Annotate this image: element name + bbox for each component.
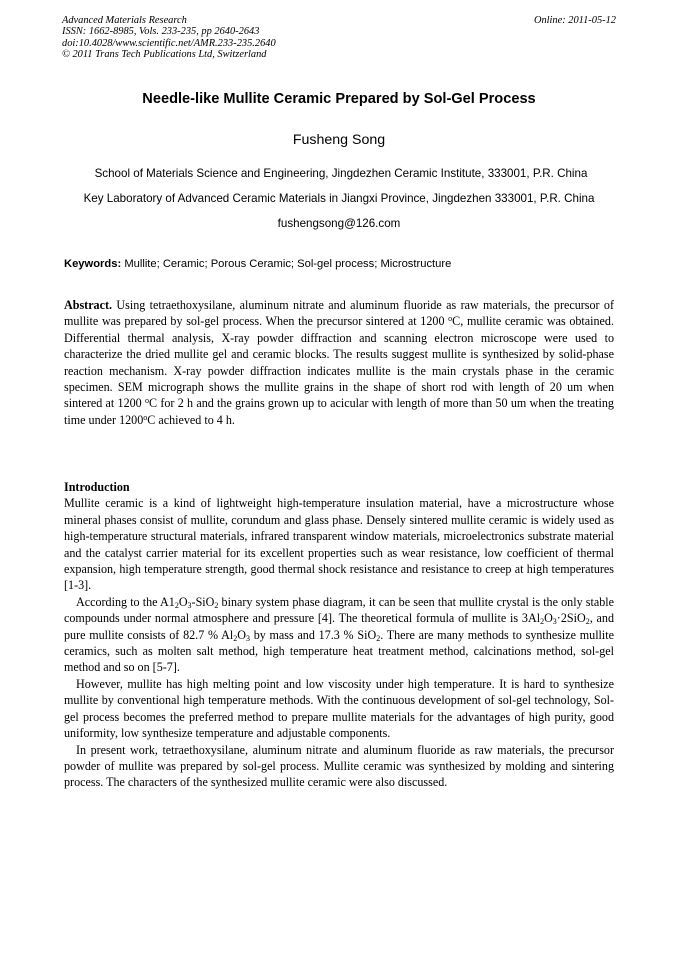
p2-text-h: O: [237, 627, 246, 642]
p2-text-f: ·2SiO: [556, 611, 586, 626]
issn-line: ISSN: 1662-8985, Vols. 233-235, pp 2640-2643: [62, 26, 260, 38]
p2-text-b: O: [178, 594, 188, 609]
intro-paragraph-4: In present work, tetraethoxysilane, aluminum nitrate and aluminum fluoride as raw materials, the precursor powder of mullite was prepared by sol-gel process. Mullite ceramic was synthesized by molding and sintering process. The characters of the synthesized mullite ceramic were also discussed.: [64, 742, 614, 790]
abstract-text-4: C achieved to 4 h.: [147, 412, 235, 427]
p2-text-g: , and pure mullite consists of 82.7 % Al: [64, 611, 614, 642]
p2-sub-9: 2: [376, 633, 381, 643]
degree-sup-3: o: [143, 412, 148, 422]
introduction-heading: Introduction: [64, 480, 130, 494]
intro-paragraph-2: [64, 594, 614, 676]
p2-text-j: . There are many methods to synthesize mullite ceramics, such as molten salt method, high temperature heat treatment method, calcinations method, sol-gel method and so on [5-7].: [64, 627, 615, 675]
p2-sub-6: 2: [585, 617, 590, 627]
copyright-line: © 2011 Trans Tech Publications Ltd, Switzerland: [62, 48, 267, 60]
intro-paragraph-3: However, mullite has high melting point and low viscosity under high temperature. It is hard to synthesize mullite by conventional high temperature methods. With the continuous development of sol-gel technology, Sol-gel process becomes the preferred method to prepare mullite materials for the advantages of high purity, good uniformity, low synthesize temperature and adjustable components.: [64, 676, 614, 741]
p2-text-a: According to the A1: [76, 594, 175, 609]
journal-header: [62, 15, 616, 60]
abstract-label: Abstract.: [64, 298, 113, 312]
author-name: Fusheng Song: [292, 132, 386, 148]
intro-paragraph-1: Mullite ceramic is a kind of lightweight high-temperature insulation material, have a microstructure whose mineral phases consist of mullite, corundum and glass phase. Densely sintered mullite ceramic is widely used as high-temperature structural materials, infrared transparent window materials, microelectronics substrate material and the catalyst carrier material for its excellent properties such as wear resistance, low coefficient of thermal expansion, high temperature strength, good thermal shock resistance and resistance to creep at high temperatures [1-3].: [64, 496, 614, 593]
author-email: fushengsong@126.com: [277, 217, 401, 230]
p2-sub-3: 2: [214, 600, 219, 610]
header-citation: [62, 15, 616, 60]
p2-sub-4: 2: [540, 617, 545, 627]
abstract-text-1: Using tetraethoxysilane, aluminum nitrate and aluminum fluoride as raw materials, the precursor of mullite was prepared by sol-gel process. When the precursor sintered at 1200: [64, 298, 614, 329]
journal-name: Advanced Materials Research: [62, 15, 187, 26]
p2-text-c: -SiO: [191, 594, 215, 609]
p2-sub-1: 2: [174, 600, 179, 610]
affiliation-1: School of Materials Science and Engineering, Jingdezhen Ceramic Institute, 333001, P.R. China: [94, 167, 588, 180]
paper-title: Needle-like Mullite Ceramic Prepared by Sol-Gel Process: [142, 91, 536, 107]
keywords-text: Mullite; Ceramic; Porous Ceramic; Sol-gel process; Microstructure: [124, 258, 452, 270]
keywords-label: Keywords:: [64, 258, 122, 270]
affiliation-2: Key Laboratory of Advanced Ceramic Materials in Jiangxi Province, Jingdezhen 333001, P.R. China: [83, 192, 595, 205]
p2-text-i: by mass and 17.3 % SiO: [249, 627, 377, 642]
p2-text-d: binary system phase diagram, it can be seen that mullite crystal is the only stable compounds under normal atmosphere and pressure [4]. The theoretical formula of mullite is 3Al: [64, 594, 614, 626]
p2-text-e: O: [544, 611, 553, 626]
abstract: [64, 297, 614, 428]
keywords: [64, 257, 451, 271]
p2-sub-7: 2: [233, 633, 238, 643]
p2-sub-2: 3: [187, 600, 192, 610]
abstract-text-2: C, mullite ceramic was obtained. Differential thermal analysis, X-ray powder diffraction and scanning electron microscope were used to characterize the dried mullite gel and ceramic blocks. The results suggest mullite is synthesized by solid-phase reaction mechanism. X-ray powder diffraction indicates mullite is the main crystals phase in the ceramic specimen. SEM micrograph shows the mullite grains in the shape of short rod with length of 20 um when sintered at 1200: [64, 314, 614, 411]
abstract-text-3: C for 2 h and the grains grown up to acicular with length of more than 50 um when the treating time under 1200: [64, 396, 614, 427]
p2-sub-5: 3: [552, 617, 557, 627]
doi-line: doi:10.4028/www.scientific.net/AMR.233-235.2640: [62, 37, 276, 49]
online-date: Online: 2011-05-12: [533, 15, 616, 26]
introduction-section: [64, 479, 614, 791]
degree-sup-1: o: [448, 314, 453, 324]
p2-sub-8: 3: [245, 633, 250, 643]
degree-sup-2: o: [145, 396, 149, 406]
